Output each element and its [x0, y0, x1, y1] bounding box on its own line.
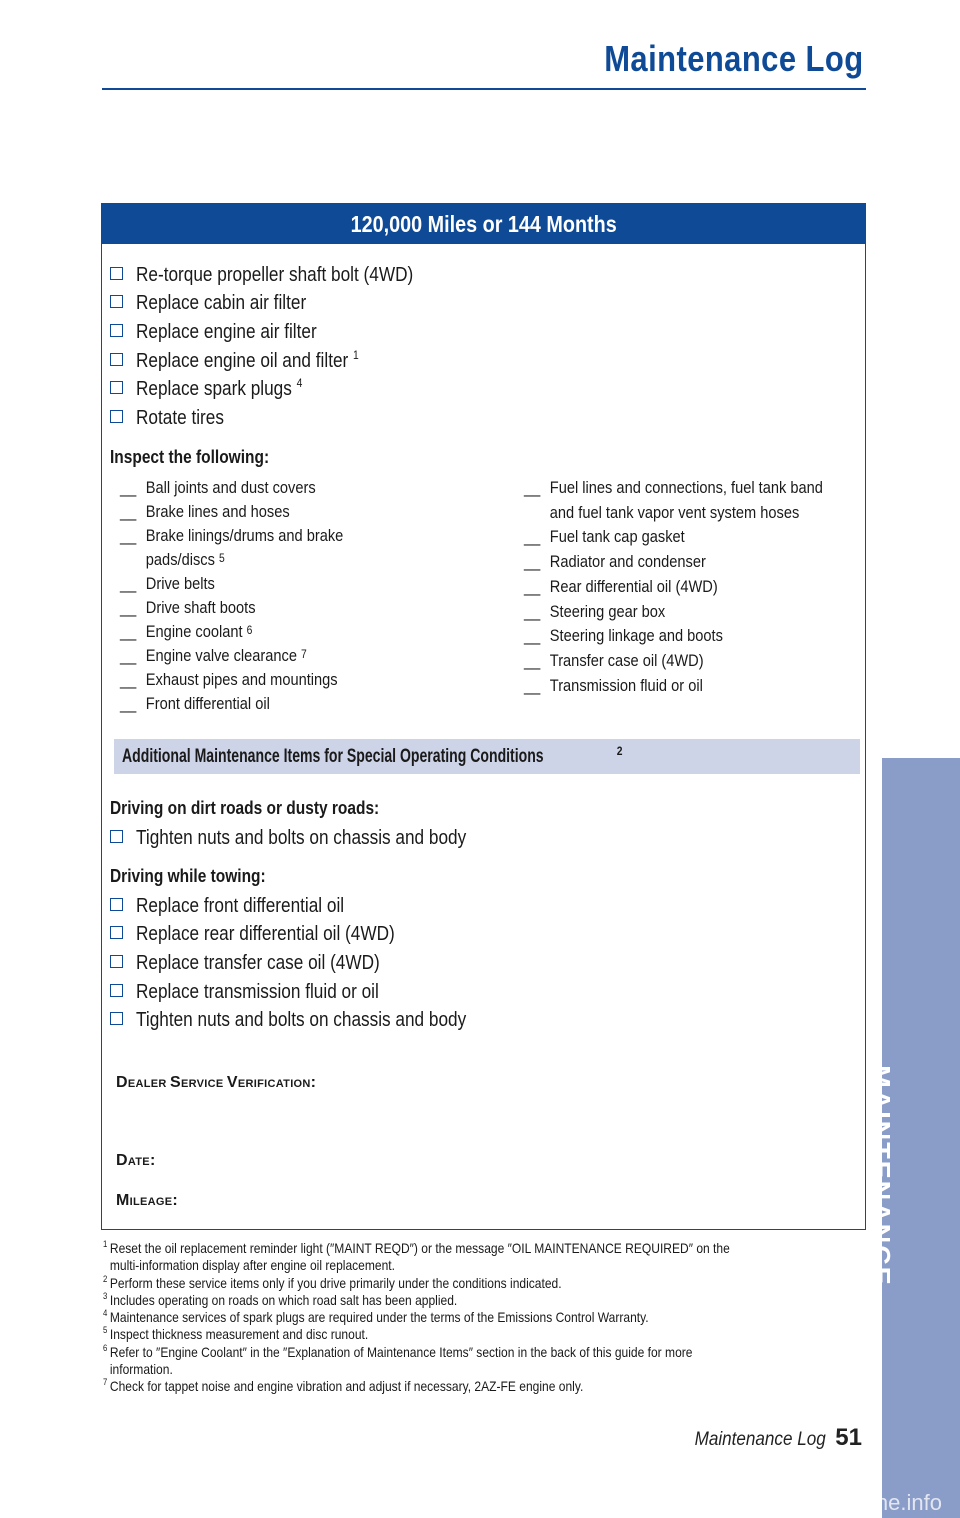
footnote-ref: 5 [218, 551, 225, 565]
inspect-heading: Inspect the following: [110, 447, 270, 467]
blank-line: __ [524, 650, 541, 670]
blank-line: __ [120, 478, 137, 497]
task-label: Replace rear differential oil (4WD) [136, 923, 395, 946]
task-label: Re-torque propeller shaft bolt (4WD) [136, 263, 414, 286]
inspect-item [120, 500, 343, 524]
footnote-number: 5 [103, 1325, 108, 1336]
footnote-text: Reset the oil replacement reminder light (″MAINT REQD″) or the message ″OIL MAINTENANCE REQUIRED″ on the [109, 1240, 730, 1256]
inspect-item [120, 620, 343, 644]
task-item [110, 824, 520, 853]
checkbox[interactable] [110, 955, 123, 968]
checkbox[interactable] [110, 926, 123, 939]
inspect-label: Drive belts [145, 574, 215, 593]
checkbox[interactable] [110, 830, 123, 843]
inspect-label: Engine coolant [145, 622, 243, 641]
footnote [103, 1275, 851, 1292]
footnote [103, 1378, 851, 1395]
footnote-number: 2 [103, 1273, 108, 1284]
inspect-label: Fuel lines and connections, fuel tank band [549, 478, 823, 497]
task-label: Replace cabin air filter [136, 292, 307, 315]
checkbox[interactable] [110, 898, 123, 911]
task-item [110, 404, 458, 433]
footnote-number: 1 [103, 1239, 108, 1249]
date-label: DATE: [116, 1152, 156, 1169]
task-label: Replace engine air filter [136, 320, 317, 343]
inspect-label-cont: and fuel tank vapor vent system hoses [549, 502, 800, 522]
inspect-item [524, 575, 823, 600]
footnote-ref: 6 [246, 623, 253, 637]
footnote [103, 1257, 851, 1274]
additional-band [114, 739, 860, 774]
inspect-item [524, 649, 823, 674]
checkbox[interactable] [110, 295, 123, 308]
task-list [110, 261, 458, 433]
blank-line: __ [120, 646, 137, 665]
task-item [110, 261, 458, 290]
blank-line: __ [524, 552, 541, 572]
task-item [110, 978, 520, 1007]
footnote-text: Inspect thickness measurement and disc runout. [109, 1326, 369, 1343]
task-label: Rotate tires [136, 406, 224, 429]
inspect-label: Steering linkage and boots [549, 626, 723, 646]
footnote-number: 6 [103, 1342, 108, 1353]
blank-line: __ [524, 601, 541, 621]
task-item [110, 290, 458, 319]
checkbox[interactable] [110, 1012, 123, 1025]
page-number: 51 [835, 1424, 862, 1451]
inspect-item [120, 524, 343, 572]
checkbox[interactable] [110, 410, 123, 423]
inspect-label: Radiator and condenser [549, 552, 706, 572]
inspect-list-left [120, 476, 380, 716]
inspect-item [524, 674, 823, 699]
inspect-item [120, 692, 343, 716]
footnote-text: Maintenance services of spark plugs are required under the terms of the Emissions Control Warranty. [109, 1309, 649, 1326]
footnotes [103, 1240, 863, 1396]
inspect-label: Steering gear box [549, 601, 666, 621]
dirt-task-list [110, 824, 520, 853]
footnote [103, 1326, 851, 1343]
footnote [103, 1240, 851, 1257]
side-tab-label: MAINTENANCE [865, 1065, 896, 1287]
footnote [103, 1361, 851, 1378]
blank-line: __ [120, 622, 137, 641]
inspect-label: Fuel tank cap gasket [549, 527, 685, 547]
task-label: Tighten nuts and bolts on chassis and body [136, 1009, 467, 1032]
footer-label: Maintenance Log [694, 1429, 826, 1450]
inspect-item [120, 572, 343, 596]
blank-line: __ [120, 694, 137, 713]
footnote-number: 3 [103, 1290, 108, 1301]
inspect-label: Engine valve clearance [145, 646, 297, 665]
mileage-label: MILEAGE: [116, 1192, 179, 1209]
inspect-label: Drive shaft boots [145, 598, 256, 617]
blank-line: __ [120, 526, 137, 545]
dirt-heading: Driving on dirt roads or dusty roads: [110, 798, 380, 818]
inspect-label: Ball joints and dust covers [145, 478, 316, 497]
blank-line: __ [120, 670, 137, 689]
checkbox[interactable] [110, 353, 123, 366]
footnote [103, 1292, 851, 1309]
footnote-ref: 1 [353, 347, 359, 362]
towing-task-list [110, 892, 520, 1035]
inspect-item [120, 476, 343, 500]
task-item [110, 921, 520, 950]
footnote-number: 7 [103, 1377, 108, 1388]
task-item [110, 375, 458, 404]
inspect-label: Transmission fluid or oil [549, 675, 703, 695]
task-label: Replace transmission fluid or oil [136, 980, 379, 1003]
checkbox[interactable] [110, 324, 123, 337]
inspect-label: Front differential oil [145, 694, 270, 713]
page-title: Maintenance Log [604, 38, 864, 79]
blank-line: __ [120, 574, 137, 593]
checkbox[interactable] [110, 267, 123, 280]
inspect-label: Brake linings/drums and brake [145, 526, 344, 545]
inspect-item [524, 624, 823, 649]
footnote-ref: 7 [301, 647, 307, 661]
inspect-item [524, 476, 823, 525]
blank-line: __ [524, 478, 541, 497]
footnote-text: Perform these service items only if you drive primarily under the conditions indicated. [109, 1274, 562, 1291]
footnote-number: 4 [103, 1308, 108, 1319]
inspect-list-right [524, 476, 872, 698]
task-label: Replace engine oil and filter [136, 349, 349, 372]
footnote [103, 1309, 851, 1326]
inspect-label: Brake lines and hoses [145, 502, 290, 521]
checkbox[interactable] [110, 381, 123, 394]
footnote-text: multi-information display after engine oil replacement. [109, 1257, 395, 1274]
blank-line: __ [524, 576, 541, 596]
inspect-item [120, 644, 343, 668]
additional-heading: Additional Maintenance Items for Special Operating Conditions [122, 745, 544, 767]
inspect-item [120, 596, 343, 620]
task-item [110, 949, 520, 978]
inspect-item [524, 550, 823, 575]
blank-line: __ [524, 675, 541, 695]
watermark: carmanualsonline.info [727, 1490, 942, 1515]
card-header [102, 204, 865, 244]
towing-heading: Driving while towing: [110, 866, 266, 886]
footnote-text: information. [109, 1361, 173, 1378]
card-title: 120,000 Miles or 144 Months [350, 210, 617, 237]
inspect-label: Transfer case oil (4WD) [549, 650, 704, 670]
task-label: Replace front differential oil [136, 894, 345, 917]
dealer-verification-label: DEALER SERVICE VERIFICATION: [116, 1074, 317, 1091]
inspect-label-cont: pads/discs [145, 550, 215, 569]
inspect-item [120, 668, 343, 692]
task-item [110, 347, 458, 376]
task-label: Replace transfer case oil (4WD) [136, 951, 380, 974]
inspect-item [524, 600, 823, 625]
blank-line: __ [524, 527, 541, 547]
title-rule [102, 88, 866, 90]
inspect-label: Rear differential oil (4WD) [549, 576, 718, 596]
footnote-text: Check for tappet noise and engine vibration and adjust if necessary, 2AZ-FE engine only. [109, 1378, 584, 1395]
task-label: Replace spark plugs [136, 378, 292, 401]
blank-line: __ [120, 598, 137, 617]
footnote [103, 1344, 851, 1361]
footnote-ref: 4 [296, 376, 303, 391]
task-label: Tighten nuts and bolts on chassis and body [136, 826, 467, 849]
task-item [110, 318, 458, 347]
checkbox[interactable] [110, 984, 123, 997]
inspect-item [524, 525, 823, 550]
footnote-text: Refer to ″Engine Coolant″ in the ″Explanation of Maintenance Items″ section in the back of this guide for more [109, 1343, 693, 1360]
task-item [110, 1006, 520, 1035]
inspect-label: Exhaust pipes and mountings [145, 670, 338, 689]
footnote-ref: 2 [616, 743, 623, 758]
page-footer [680, 1424, 862, 1452]
maintenance-card [101, 203, 866, 1230]
blank-line: __ [524, 626, 541, 646]
blank-line: __ [120, 502, 137, 521]
footnote-text: Includes operating on roads on which road salt has been applied. [109, 1291, 458, 1308]
task-item [110, 892, 520, 921]
